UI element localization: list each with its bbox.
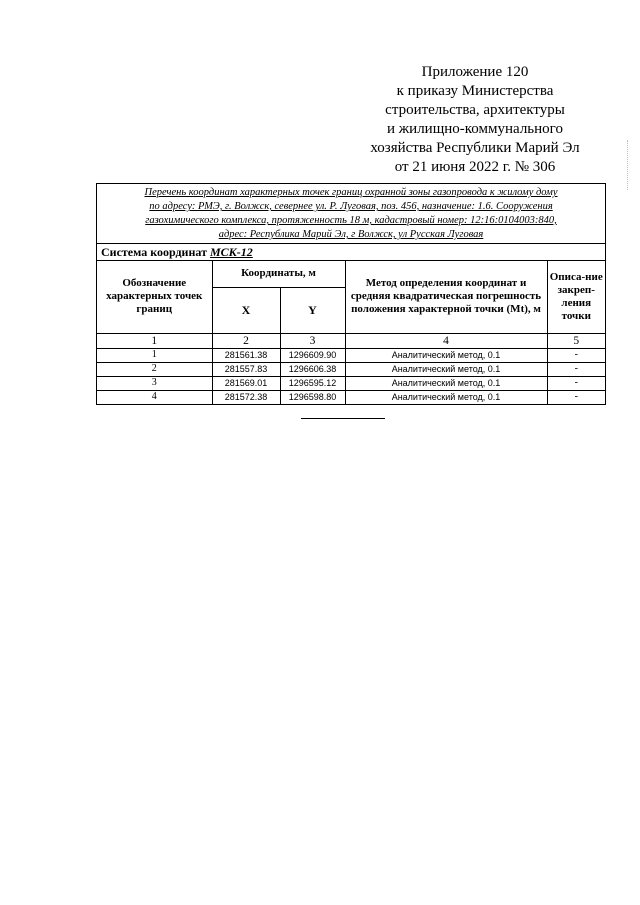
header-designation: Обозначение характерных точек границ	[97, 261, 212, 333]
column-number: 5	[547, 333, 605, 348]
table-row	[97, 376, 605, 390]
table-row	[97, 348, 605, 362]
header-line: от 21 июня 2022 г. № 306	[394, 159, 556, 175]
coord-y: 1296595.12	[280, 376, 345, 390]
method-cell: Аналитический метод, 0.1	[345, 390, 547, 404]
system-label: Система координат	[101, 245, 207, 259]
header-line: хозяйства Республики Марий Эл	[370, 140, 580, 156]
description-cell: -	[547, 390, 605, 404]
description-cell: -	[547, 362, 605, 376]
coord-x: 281557.83	[212, 362, 280, 376]
header-x: X	[212, 287, 280, 333]
appendix-header	[340, 63, 610, 177]
edge-mark	[627, 140, 630, 190]
coord-y: 1296609.90	[280, 348, 345, 362]
header-coordinates: Координаты, м	[212, 261, 345, 287]
coordinates-table	[97, 261, 605, 404]
document-title	[97, 184, 605, 244]
column-number: 4	[345, 333, 547, 348]
coord-x: 281572.38	[212, 390, 280, 404]
header-line: Приложение 120	[421, 64, 529, 80]
header-line: и жилищно-коммунального	[387, 121, 563, 137]
title-line: газохимического комплекса, протяженность 18 м, кадастровый номер: 12:16:0104003:840,	[145, 215, 557, 226]
coord-y: 1296606.38	[280, 362, 345, 376]
table-row	[97, 390, 605, 404]
description-cell: -	[547, 376, 605, 390]
coord-x: 281561.38	[212, 348, 280, 362]
system-value: МСК-12	[209, 245, 253, 259]
title-line: адрес: Республика Марий Эл, г Волжск, ул Русская Луговая	[218, 229, 484, 240]
method-cell: Аналитический метод, 0.1	[345, 348, 547, 362]
point-id: 2	[97, 362, 212, 376]
column-number: 2	[212, 333, 280, 348]
point-id: 1	[97, 348, 212, 362]
header-line: к приказу Министерства	[396, 83, 554, 99]
coord-y: 1296598.80	[280, 390, 345, 404]
method-cell: Аналитический метод, 0.1	[345, 362, 547, 376]
separator-line	[301, 418, 385, 419]
header-line: строительства, архитектуры	[385, 102, 565, 118]
coord-x: 281569.01	[212, 376, 280, 390]
coordinates-document	[96, 183, 606, 405]
column-number: 1	[97, 333, 212, 348]
header-description: Описа-ние закреп-ления точки	[547, 261, 605, 333]
point-id: 4	[97, 390, 212, 404]
point-id: 3	[97, 376, 212, 390]
column-number-row	[97, 333, 605, 348]
title-line: по адресу: РМЭ, г. Волжск, севернее ул. Р. Луговая, поз. 456, назначение: 1.6. Сооружения	[149, 201, 553, 212]
header-method: Метод определения координат и средняя квадратическая погрешность положения характерной точки (Mt), м	[345, 261, 547, 333]
header-y: Y	[280, 287, 345, 333]
description-cell: -	[547, 348, 605, 362]
table-row	[97, 362, 605, 376]
method-cell: Аналитический метод, 0.1	[345, 376, 547, 390]
coordinate-system	[97, 244, 605, 261]
title-line: Перечень координат характерных точек границ охранной зоны газопровода к жилому дому	[144, 187, 558, 198]
column-number: 3	[280, 333, 345, 348]
